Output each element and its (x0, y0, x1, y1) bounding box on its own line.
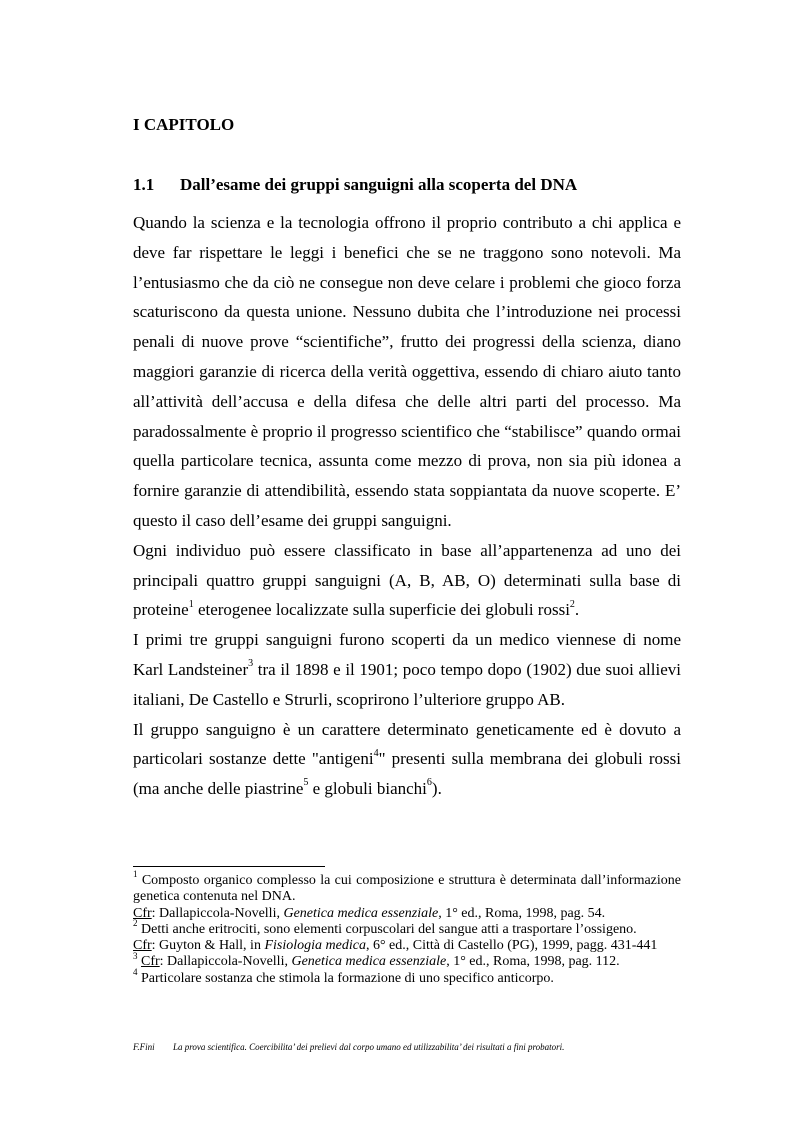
paragraph (133, 715, 681, 804)
paragraph-text: Quando la scienza e la tecnologia offrono il proprio contributo a chi applica e deve far rispettare le leggi i benefici che se ne traggono sono notevoli. Ma l’entusiasmo che da ciò ne consegue non deve celare i problemi che gioco forza scaturiscono da questa unione. Nessuno dubita che l’introduzione nei processi penali di nuove prove “scientifiche”, frutto dei progressi della scienza, diano maggiori garanzie di ricerca della verità oggettiva, essendo di chiaro aiuto tanto all’attività dell’accusa e della difesa che delle altri parti del processo. Ma paradossalmente è proprio il progresso scientifico che “stabilisce” quando ormai quella particolare tecnica, assunta come mezzo di prova, non sia più idonea a fornire garanzie di attendibilità, essendo stata soppiantata da nuove scoperte. E’ questo il caso dell’esame dei gruppi sanguigni. (133, 213, 681, 530)
footnote-4 (133, 967, 681, 987)
paragraph-text: " presenti sulla membrana dei globuli rossi (ma anche delle piastrine (133, 749, 681, 799)
chapter-title: I CAPITOLO (133, 115, 235, 134)
citation-title: Genetica medica essenziale (283, 905, 439, 921)
paragraph-text: ). (431, 779, 442, 799)
paragraph-text: Ogni individuo può essere classificato in base all’appartenenza ad uno dei principali quattro gruppi sanguigni (A, B, AB, O) determinati sulla base di proteine (133, 540, 681, 620)
citation-text: : Dallapiccola-Novelli, (151, 905, 284, 921)
citation-title: Fisiologia medica (264, 938, 366, 954)
paragraph (133, 536, 681, 625)
section-number: 1.1 (133, 175, 155, 194)
footnote-number: 1 (133, 869, 138, 880)
footnote-ref[interactable]: 6 (426, 777, 432, 789)
paragraph-text: . (574, 600, 580, 620)
citation-text: : Dallapiccola-Novelli, (159, 954, 292, 970)
footnote-text: Particolare sostanza che stimola la formazione di uno specifico anticorpo. (137, 970, 554, 986)
footnote-ref[interactable]: 4 (373, 747, 379, 759)
footnote-ref[interactable]: 2 (569, 598, 575, 610)
footnote-number: 4 (133, 967, 138, 978)
footnote-2 (133, 918, 681, 938)
footnote-ref[interactable]: 5 (303, 777, 309, 789)
citation-text: , 1° ed., Roma, 1998, pag. 112. (446, 954, 620, 970)
paragraph-text: I primi tre gruppi sanguigni furono scoperti da un medico viennese di nome Karl Landsteiner (133, 630, 681, 679)
citation-title: Genetica medica essenziale (291, 954, 447, 970)
footnote-ref[interactable]: 3 (248, 658, 254, 670)
footnote-ref[interactable]: 1 (188, 598, 194, 610)
paragraph (133, 625, 681, 714)
footnote-number: 2 (133, 918, 138, 929)
footnote-citation (133, 938, 681, 954)
cfr-label: Cfr (133, 905, 152, 921)
footnote-3 (133, 950, 681, 970)
cfr-label: Cfr (141, 954, 160, 970)
citation-text: , 6° ed., Città di Castello (PG), 1999, pagg. 431-441 (365, 938, 658, 954)
body-text (133, 208, 681, 804)
paragraph (133, 208, 681, 536)
cfr-label: Cfr (133, 938, 152, 954)
footnote-text: Composto organico complesso la cui composizione e struttura è determinata dall’informazione genetica contenuta nel DNA. (133, 873, 681, 905)
paragraph-text: Il gruppo sanguigno è un carattere determinato geneticamente ed è dovuto a particolari sostanze dette "antigeni (133, 719, 681, 769)
footnote-text: Detti anche eritrociti, sono elementi corpuscolari del sangue atti a trasportare l’ossigeno. (137, 921, 637, 937)
footnote-1 (133, 869, 681, 906)
paragraph-text: eterogenee localizzate sulla superficie dei globuli rossi (193, 600, 570, 620)
citation-text: : Guyton & Hall, in (151, 938, 265, 954)
section-title: Dall’esame dei gruppi sanguigni alla scoperta del DNA (180, 175, 578, 194)
paragraph-text: tra il 1898 e il 1901; poco tempo dopo (1902) due suoi allievi italiani, De Castello e Strurli, scoprirono l’ulteriore gruppo AB. (133, 659, 681, 709)
footer-title: La prova scientifica. Coercibilita’ dei prelievi dal corpo umano ed utilizzabilita’ dei risultati a fini probatori. (173, 1042, 565, 1052)
footnote-separator (133, 866, 325, 867)
paragraph-text: e globuli bianchi (308, 779, 427, 799)
footnotes (133, 869, 681, 987)
footnote-citation (133, 906, 681, 922)
section-heading (133, 175, 577, 195)
citation-text: , 1° ed., Roma, 1998, pag. 54. (438, 905, 606, 921)
footnote-number: 3 (133, 950, 138, 961)
page-footer (133, 1042, 564, 1052)
footer-author: F.Fini (133, 1042, 155, 1052)
